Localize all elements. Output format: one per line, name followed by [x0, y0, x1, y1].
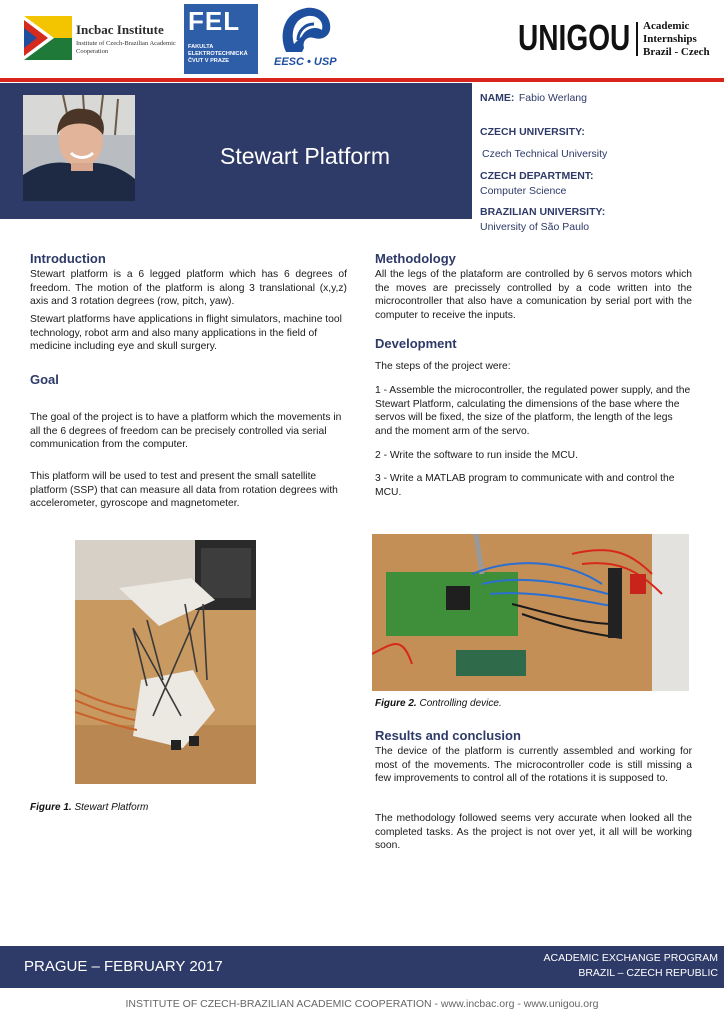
- fel-logo: [184, 4, 258, 74]
- development-step-1: 1 - Assemble the microcontroller, the regulated power supply, and the Stewart Platform, calculating the dimensions of the base where the servos will be fixed, the size of the platform, the length of the legs and the moment arm of the servo.: [375, 385, 691, 437]
- figure-2-caption-text: Controlling device.: [416, 698, 502, 709]
- header-logos: [0, 0, 724, 78]
- figure-1-caption-text: Stewart Platform: [71, 802, 149, 813]
- methodology-text: All the legs of the plataform are controlled by 6 servos motors which the moves are precissely controlled by a code written into the microcontroller that also have a comunication by serial port with the computer to receive the inputs.: [375, 269, 692, 321]
- footer-institute-links: INSTITUTE OF CZECH-BRAZILIAN ACADEMIC COOPERATION - www.incbac.org - www.unigou.org: [125, 998, 599, 1010]
- poster-title: Stewart Platform: [220, 143, 390, 169]
- unigou-tagline: [643, 20, 710, 59]
- unigou-tagline-line: Brazil - Czech: [643, 46, 710, 58]
- fel-name: FEL: [188, 6, 241, 36]
- introduction-text-2: Stewart platforms have applications in flight simulators, machine tool technology, robot arm and also many applications in the field of medicine including eye and skull surgery.: [30, 314, 342, 353]
- results-text-2: The methodology followed seems very accurate when looked all the completed tasks. As the project is not over yet, it all will be working soon.: [375, 813, 692, 852]
- unigou-logo: [518, 18, 718, 62]
- unigou-name: UNIGOU: [518, 17, 631, 58]
- brazilian-university-value: University of São Paulo: [480, 221, 590, 233]
- footer-program-line-2: BRAZIL – CZECH REPUBLIC: [578, 967, 718, 979]
- footer-location-date: PRAGUE – FEBRUARY 2017: [24, 958, 223, 975]
- introduction-text-1: Stewart platform is a 6 legged platform which has 6 degrees of freedom. The motion of the platform is along 3 translational (x,y,z) axis and 3 rotation degrees (row, pitch, yaw).: [30, 269, 347, 308]
- introduction-heading: Introduction: [30, 251, 106, 266]
- czech-department-key: CZECH DEPARTMENT:: [480, 170, 594, 182]
- czech-department-value: Computer Science: [480, 185, 567, 197]
- unigou-tagline-line: Academic: [643, 20, 690, 32]
- title-band: [0, 83, 472, 219]
- incbac-name: Incbac Institute: [76, 22, 164, 37]
- figure-1-caption: [30, 802, 148, 813]
- figure-1-label: Figure 1.: [30, 802, 72, 813]
- development-step-2: 2 - Write the software to run inside the MCU.: [375, 450, 578, 461]
- eesc-helmet-icon: [272, 4, 336, 56]
- incbac-subtitle: Institute of Czech-Brazilian Academic Cooperation: [76, 40, 176, 55]
- info-panel: [480, 88, 720, 236]
- results-text-1: The device of the platform is currently assembled and working for most of the movements. The microcontroller code is still missing a few improvements to control all of the rotations it is supposed to.: [375, 746, 692, 785]
- footer-band: [0, 946, 724, 988]
- name-value: Fabio Werlang: [518, 92, 587, 104]
- student-photo: [23, 95, 135, 201]
- figure-1-image: [75, 540, 256, 784]
- fel-subtitle-line: ČVUT V PRAZE: [188, 58, 230, 64]
- fel-subtitle-line: FAKULTA: [188, 44, 214, 50]
- eesc-logo: [272, 4, 342, 74]
- unigou-tagline-line: Internships: [643, 33, 697, 45]
- incbac-logo: [24, 16, 174, 60]
- header-divider: [0, 78, 724, 82]
- fel-subtitle: [188, 44, 248, 65]
- development-intro: The steps of the project were:: [375, 361, 511, 372]
- development-heading: Development: [375, 336, 457, 351]
- name-key: NAME:: [480, 92, 515, 104]
- eesc-label: EESC • USP: [274, 56, 337, 68]
- czech-university-value: Czech Technical University: [482, 148, 608, 160]
- results-heading: Results and conclusion: [375, 728, 521, 743]
- goal-heading: Goal: [30, 372, 59, 387]
- czech-university-key: CZECH UNIVERSITY:: [480, 126, 585, 138]
- figure-2-label: Figure 2.: [375, 698, 417, 709]
- footer-program-line-1: ACADEMIC EXCHANGE PROGRAM: [543, 952, 718, 964]
- footer-program: [544, 951, 718, 981]
- figure-2-image: [372, 534, 689, 691]
- goal-text-1: The goal of the project is to have a platform which the movements in all the 6 degrees of freedom can be precisely controlled via serial communication from the computer.: [30, 412, 342, 451]
- goal-text-2: This platform will be used to test and present the small satellite platform (SSP) that can measure all data from rotation degrees with accelerometer, gyroscope and magnetometer.: [30, 471, 338, 510]
- fel-subtitle-line: ELEKTROTECHNICKÁ: [188, 51, 248, 57]
- incbac-flag-icon: [24, 16, 72, 60]
- unigou-divider: [636, 22, 638, 56]
- methodology-heading: Methodology: [375, 251, 456, 266]
- figure-2-caption: [375, 698, 502, 709]
- development-step-3: 3 - Write a MATLAB program to communicate with and control the MCU.: [375, 473, 675, 498]
- brazilian-university-key: BRAZILIAN UNIVERSITY:: [480, 206, 606, 218]
